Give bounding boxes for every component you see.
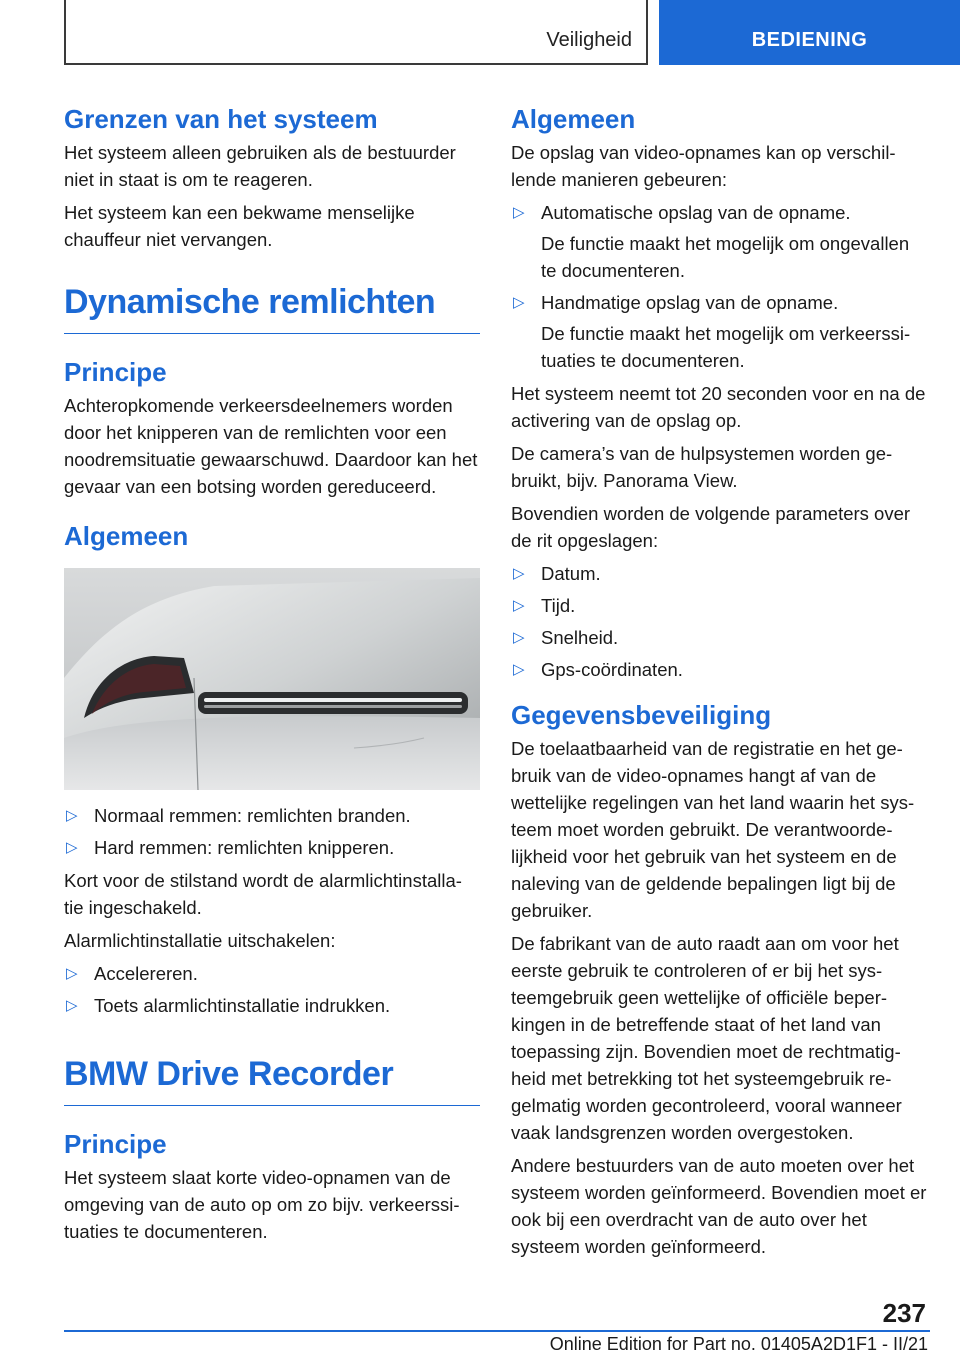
list-item: ▷ Automatische opslag van de opname. De functie maakt het mogelijk om ongevallen te documenteren.: [511, 199, 927, 284]
brake-paragraph-1: Kort voor de stilstand wordt de alarmlichtinstalla‐ tie ingeschakeld.: [64, 870, 462, 918]
limits-paragraph-2: Het systeem kan een bekwame menselijke chauffeur niet vervangen.: [64, 202, 415, 250]
triangle-bullet-icon: ▷: [513, 565, 525, 582]
recorder-principle-heading: Principe: [64, 1129, 167, 1159]
list-item: ▷ Datum.: [511, 560, 927, 587]
header-chapter-label: BEDIENING: [751, 29, 868, 51]
right-column: [511, 103, 927, 1266]
hazard-bullet-list: [64, 960, 480, 1019]
list-item: ▷ Toets alarmlichtinstallatie indrukken.: [64, 992, 480, 1019]
triangle-bullet-icon: ▷: [513, 204, 525, 221]
triangle-bullet-icon: ▷: [66, 997, 78, 1014]
list-item: ▷ Normaal remmen: remlichten branden.: [64, 802, 480, 829]
recorder-general-paragraph: De opslag van video-opnames kan op verschil‐ lende manieren gebeuren:: [511, 142, 896, 190]
brake-principle-paragraph: Achteropkomende verkeersdeelnemers worden door het knipperen van de remlichten voor een noodremsituatie gewaarschuwd. Daardoor kan het gevaar van een botsing worden gereduceerd.: [64, 395, 478, 497]
list-item: ▷ Hard remmen: remlichten knipperen.: [64, 834, 480, 861]
brake-principle-heading: Principe: [64, 357, 167, 387]
header-chapter-tab: [659, 0, 960, 65]
privacy-paragraph-2: De fabrikant van de auto raadt aan om voor het eerste gebruik te controleren of er bij het sys‐ teemgebruik geen wettelijke of officiële beper‐ kingen in de betreffende staat of het land van toepassing zijn. Bovendien moet de rechtmatig‐ heid met betrekking tot het systeemgebruik re‐ gelmatig worden gecontroleerd, vooral wanneer vaak landsgrenzen worden overgestoken.: [511, 933, 902, 1143]
footer-edition: Online Edition for Part no. 01405A2D1F1 - II/21: [549, 1334, 928, 1354]
left-column: [64, 103, 480, 1251]
limits-heading: Grenzen van het systeem: [64, 104, 378, 134]
list-item: ▷ Handmatige opslag van de opname. De functie maakt het mogelijk om verkeerssi‐ tuaties te documenteren.: [511, 289, 927, 374]
parameter-bullet-list: [511, 560, 927, 683]
brake-paragraph-2: Alarmlichtinstallatie uitschakelen:: [64, 930, 336, 951]
privacy-heading: Gegevensbeveiliging: [511, 700, 772, 730]
triangle-bullet-icon: ▷: [66, 965, 78, 982]
drive-recorder-heading: BMW Drive Recorder: [64, 1053, 480, 1106]
triangle-bullet-icon: ▷: [513, 294, 525, 311]
seconds-paragraph: Het systeem neemt tot 20 seconden voor en na de activering van de opslag op.: [511, 383, 926, 431]
page-number: 237: [882, 1298, 926, 1328]
storage-bullet-list: [511, 199, 927, 374]
header-section-label: Veiligheid: [546, 29, 632, 51]
list-item: ▷ Snelheid.: [511, 624, 927, 651]
triangle-bullet-icon: ▷: [513, 661, 525, 678]
brake-bullet-list: [64, 802, 480, 861]
footer-divider: [64, 1330, 930, 1332]
tail-light-illustration: [64, 568, 480, 790]
list-item: ▷ Tijd.: [511, 592, 927, 619]
privacy-paragraph-1: De toelaatbaarheid van de registratie en het ge‐ bruik van de video-opnames hangt af van de wettelijke regelingen van het land waarin het sys‐ teem moet worden gebruikt. De verantwoorde‐ lijkheid voor het gebruik van het systeem en de naleving van de geldende bepalingen ligt bij de gebruiker.: [511, 738, 915, 921]
triangle-bullet-icon: ▷: [513, 629, 525, 646]
list-item: ▷ Accelereren.: [64, 960, 480, 987]
header-section-box: [64, 0, 648, 65]
triangle-bullet-icon: ▷: [66, 807, 78, 824]
brake-lights-heading: Dynamische remlichten: [64, 281, 480, 334]
parameters-paragraph: Bovendien worden de volgende parameters over de rit opgeslagen:: [511, 503, 911, 551]
privacy-paragraph-3: Andere bestuurders van de auto moeten over het systeem worden geïnformeerd. Bovendien moet er ook bij een overdracht van de auto over het systeem worden geïnformeerd.: [511, 1155, 927, 1257]
recorder-principle-paragraph: Het systeem slaat korte video-opnamen van de omgeving van de auto op om zo bijv. verkeerssi‐ tuaties te documenteren.: [64, 1167, 460, 1242]
triangle-bullet-icon: ▷: [513, 597, 525, 614]
triangle-bullet-icon: ▷: [66, 839, 78, 856]
list-item: ▷ Gps-coördinaten.: [511, 656, 927, 683]
cameras-paragraph: De camera’s van de hulpsystemen worden ge‐ bruikt, bijv. Panorama View.: [511, 443, 893, 491]
recorder-general-heading: Algemeen: [511, 104, 636, 134]
limits-paragraph-1: Het systeem alleen gebruiken als de bestuurder niet in staat is om te reageren.: [64, 142, 456, 190]
brake-general-heading: Algemeen: [64, 521, 189, 551]
tail-light-photo: [64, 568, 480, 790]
